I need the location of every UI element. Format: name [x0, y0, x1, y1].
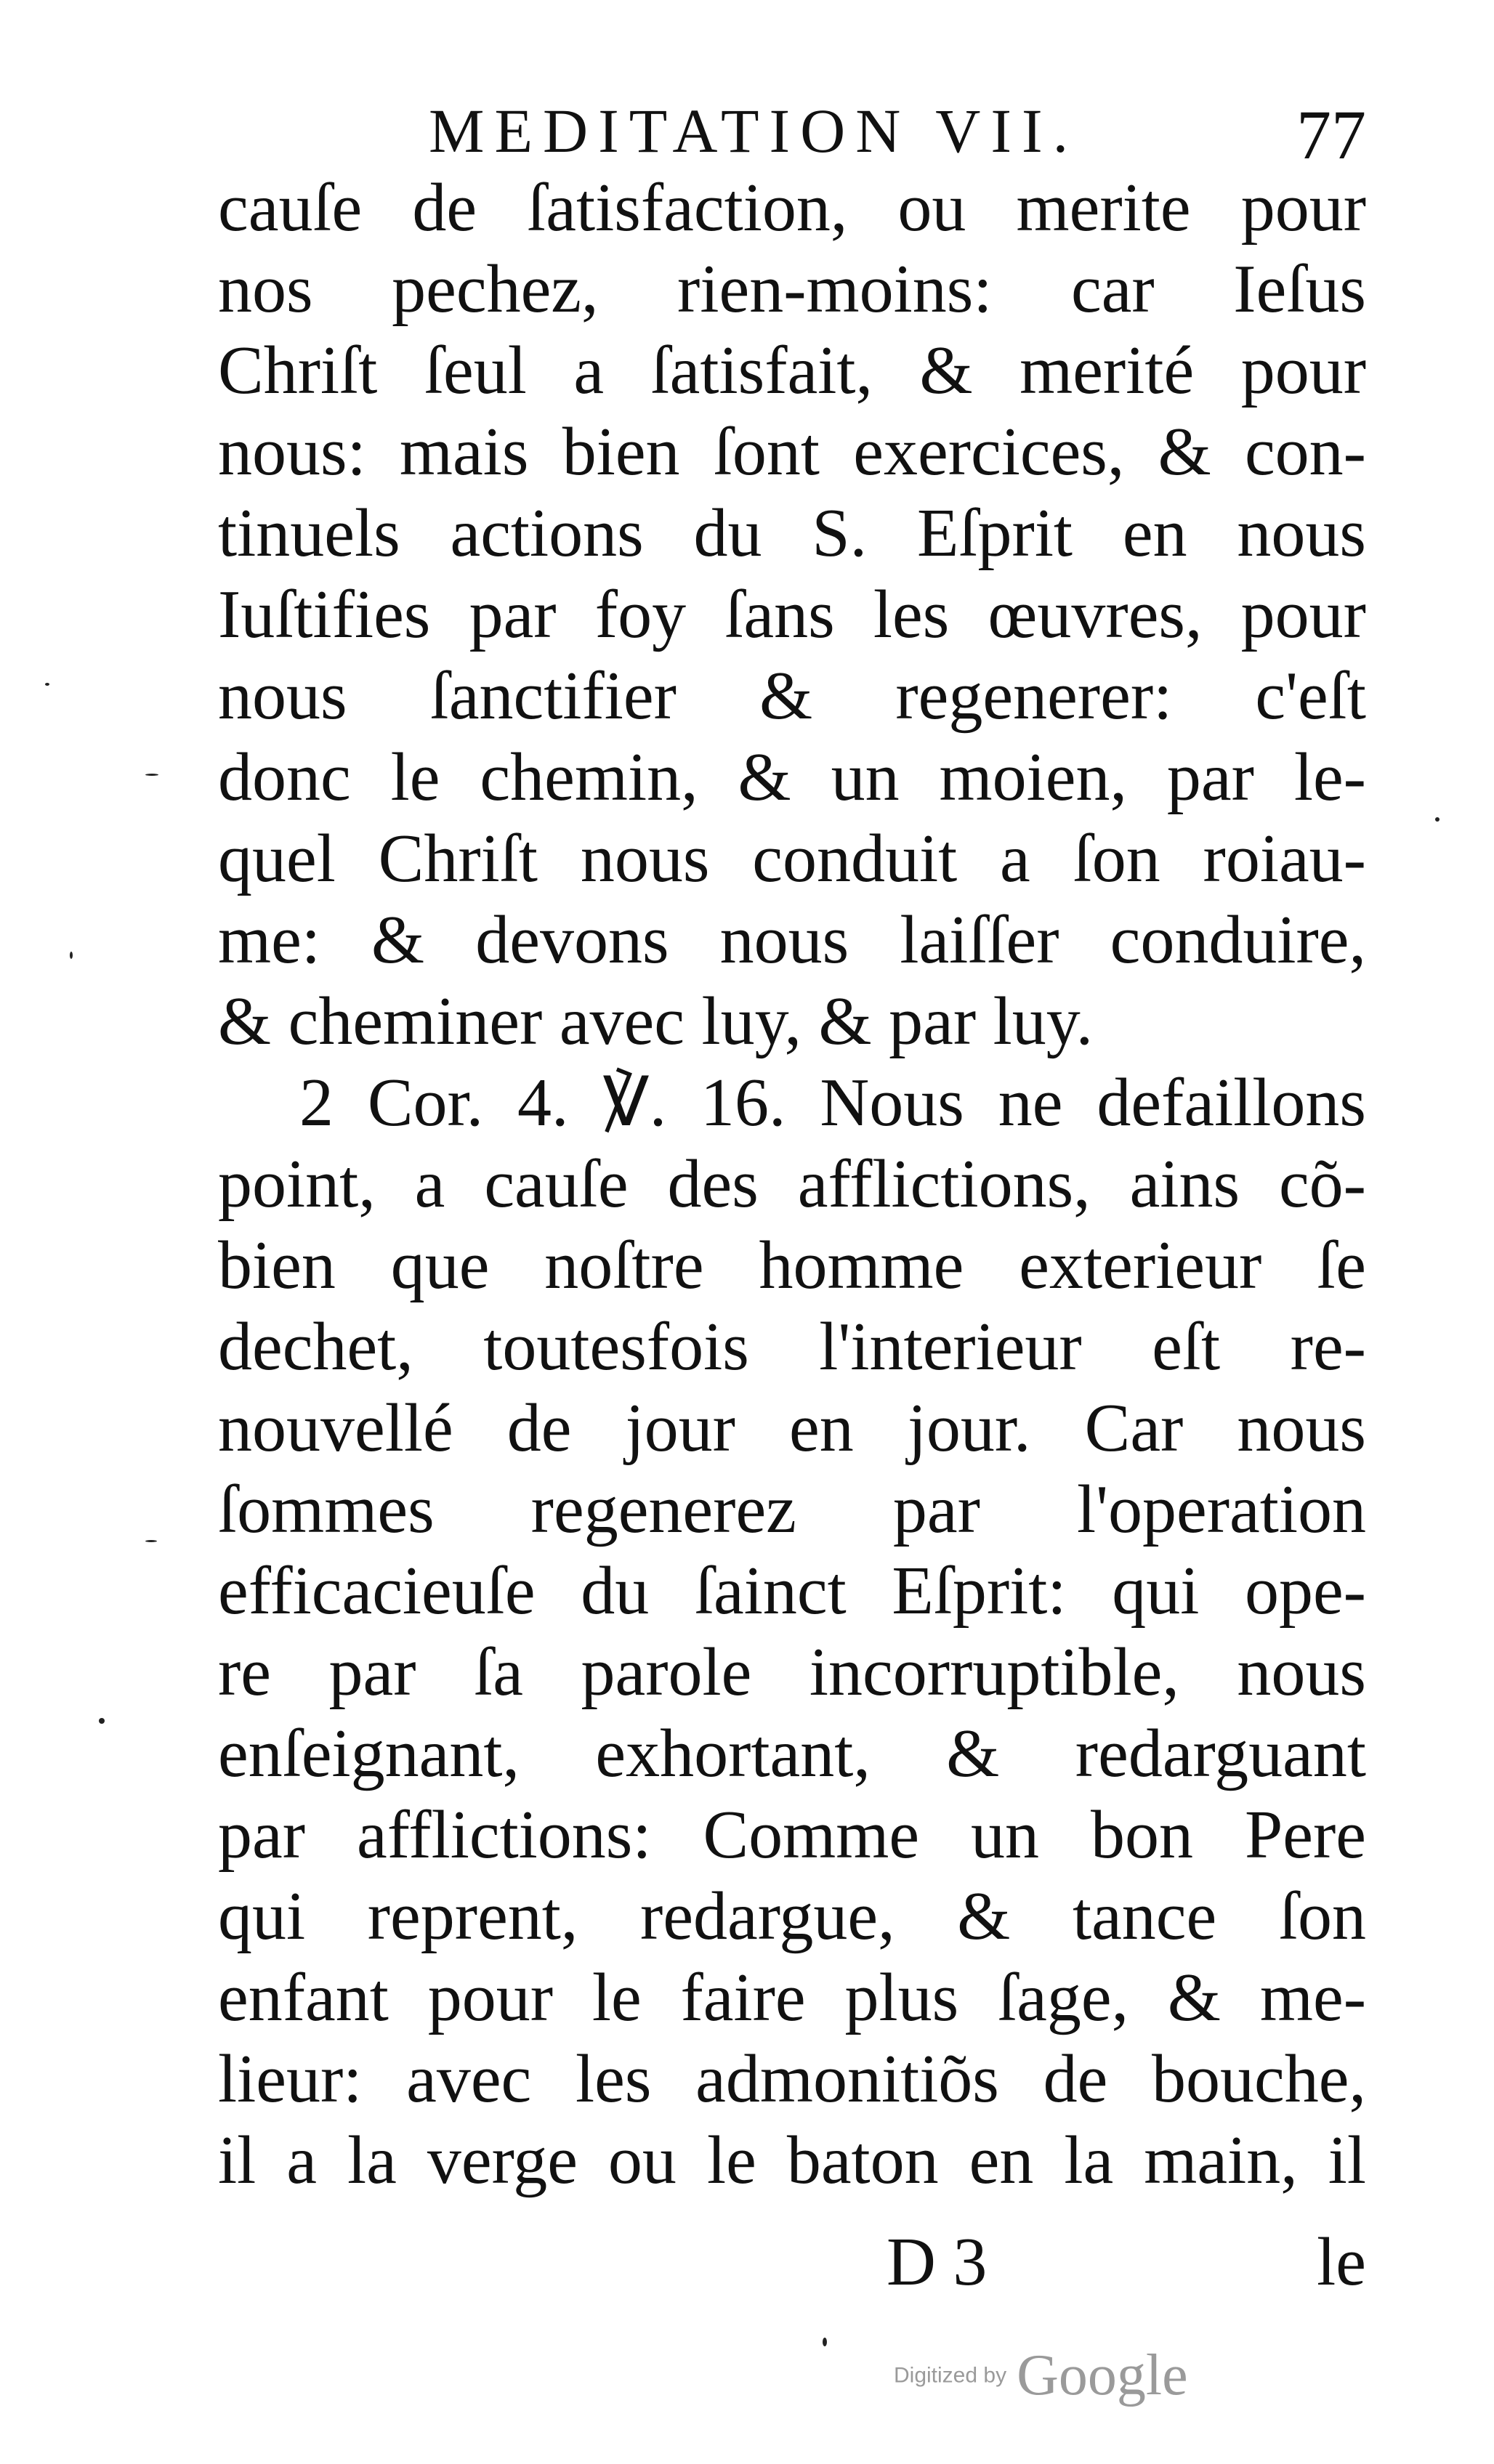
- text-line: nous: mais bien ſont exercices, & con-: [218, 414, 1366, 490]
- digitization-watermark: [894, 2343, 1188, 2409]
- running-title: MEDITATION VII.: [429, 96, 1079, 166]
- ink-speck: [145, 1540, 157, 1542]
- ink-speck: [823, 2338, 827, 2346]
- body-text: [218, 167, 1366, 2201]
- text-line: qui reprent, redargue, & tance ſon: [218, 1879, 1366, 1954]
- text-line: enfant pour le faire plus ſage, & me-: [218, 1960, 1366, 2035]
- text-line: par afflictions: Comme un bon Pere: [218, 1797, 1366, 1873]
- text-line: re par ſa parole incorruptible, nous: [218, 1634, 1366, 1710]
- text-line: quel Chriſt nous conduit a ſon roiau-: [218, 821, 1366, 896]
- text-line: nouvellé de jour en jour. Car nous: [218, 1390, 1366, 1466]
- text-line: Iuſtifies par foy ſans les œuvres, pour: [218, 577, 1366, 652]
- text-line: nous ſanctifier & regenerer: c'eſt: [218, 658, 1366, 734]
- text-line: ſommes regenerez par l'operation: [218, 1472, 1366, 1547]
- text-line: nos pechez, rien-moins: car Ieſus: [218, 251, 1366, 327]
- text-line: tinuels actions du S. Eſprit en nous: [218, 495, 1366, 571]
- text-line: me: & devons nous laiſſer conduire,: [218, 902, 1366, 978]
- text-line: dechet, toutesfois l'interieur eſt re-: [218, 1309, 1366, 1385]
- text-line: efficacieuſe du ſainct Eſprit: qui ope-: [218, 1553, 1366, 1629]
- text-line: bien que noſtre homme exterieur ſe: [218, 1228, 1366, 1303]
- catchword: le: [1317, 2224, 1366, 2300]
- text-line: donc le chemin, & un moien, par le-: [218, 739, 1366, 815]
- watermark-prefix: Digitized by: [894, 2363, 1007, 2388]
- text-line: Chriſt ſeul a ſatisfait, & merité pour: [218, 333, 1366, 408]
- ink-speck: [70, 952, 73, 959]
- ink-speck: [1435, 817, 1440, 822]
- text-line: & cheminer avec luy, & par luy.: [218, 984, 1094, 1059]
- text-line: lieur: avec les admonitiõs de bouche,: [218, 2041, 1366, 2117]
- page-footer: [218, 2223, 1366, 2310]
- ink-speck: [145, 774, 158, 776]
- page-number: 77: [1296, 96, 1366, 174]
- text-line: enſeignant, exhortant, & redarguant: [218, 1716, 1366, 1791]
- watermark-brand: Google: [1017, 2343, 1188, 2407]
- text-line: cauſe de ſatisfaction, ou merite pour: [218, 170, 1366, 246]
- text-line: 2 Cor. 4. ℣. 16. Nous ne defaillons: [299, 1065, 1366, 1140]
- ink-speck: [99, 1718, 105, 1724]
- text-line: point, a cauſe des afflictions, ains cõ-: [218, 1146, 1366, 1222]
- ink-speck: [45, 683, 49, 686]
- signature-mark: D 3: [887, 2224, 988, 2300]
- text-line: il a la verge ou le baton en la main, il: [218, 2123, 1366, 2198]
